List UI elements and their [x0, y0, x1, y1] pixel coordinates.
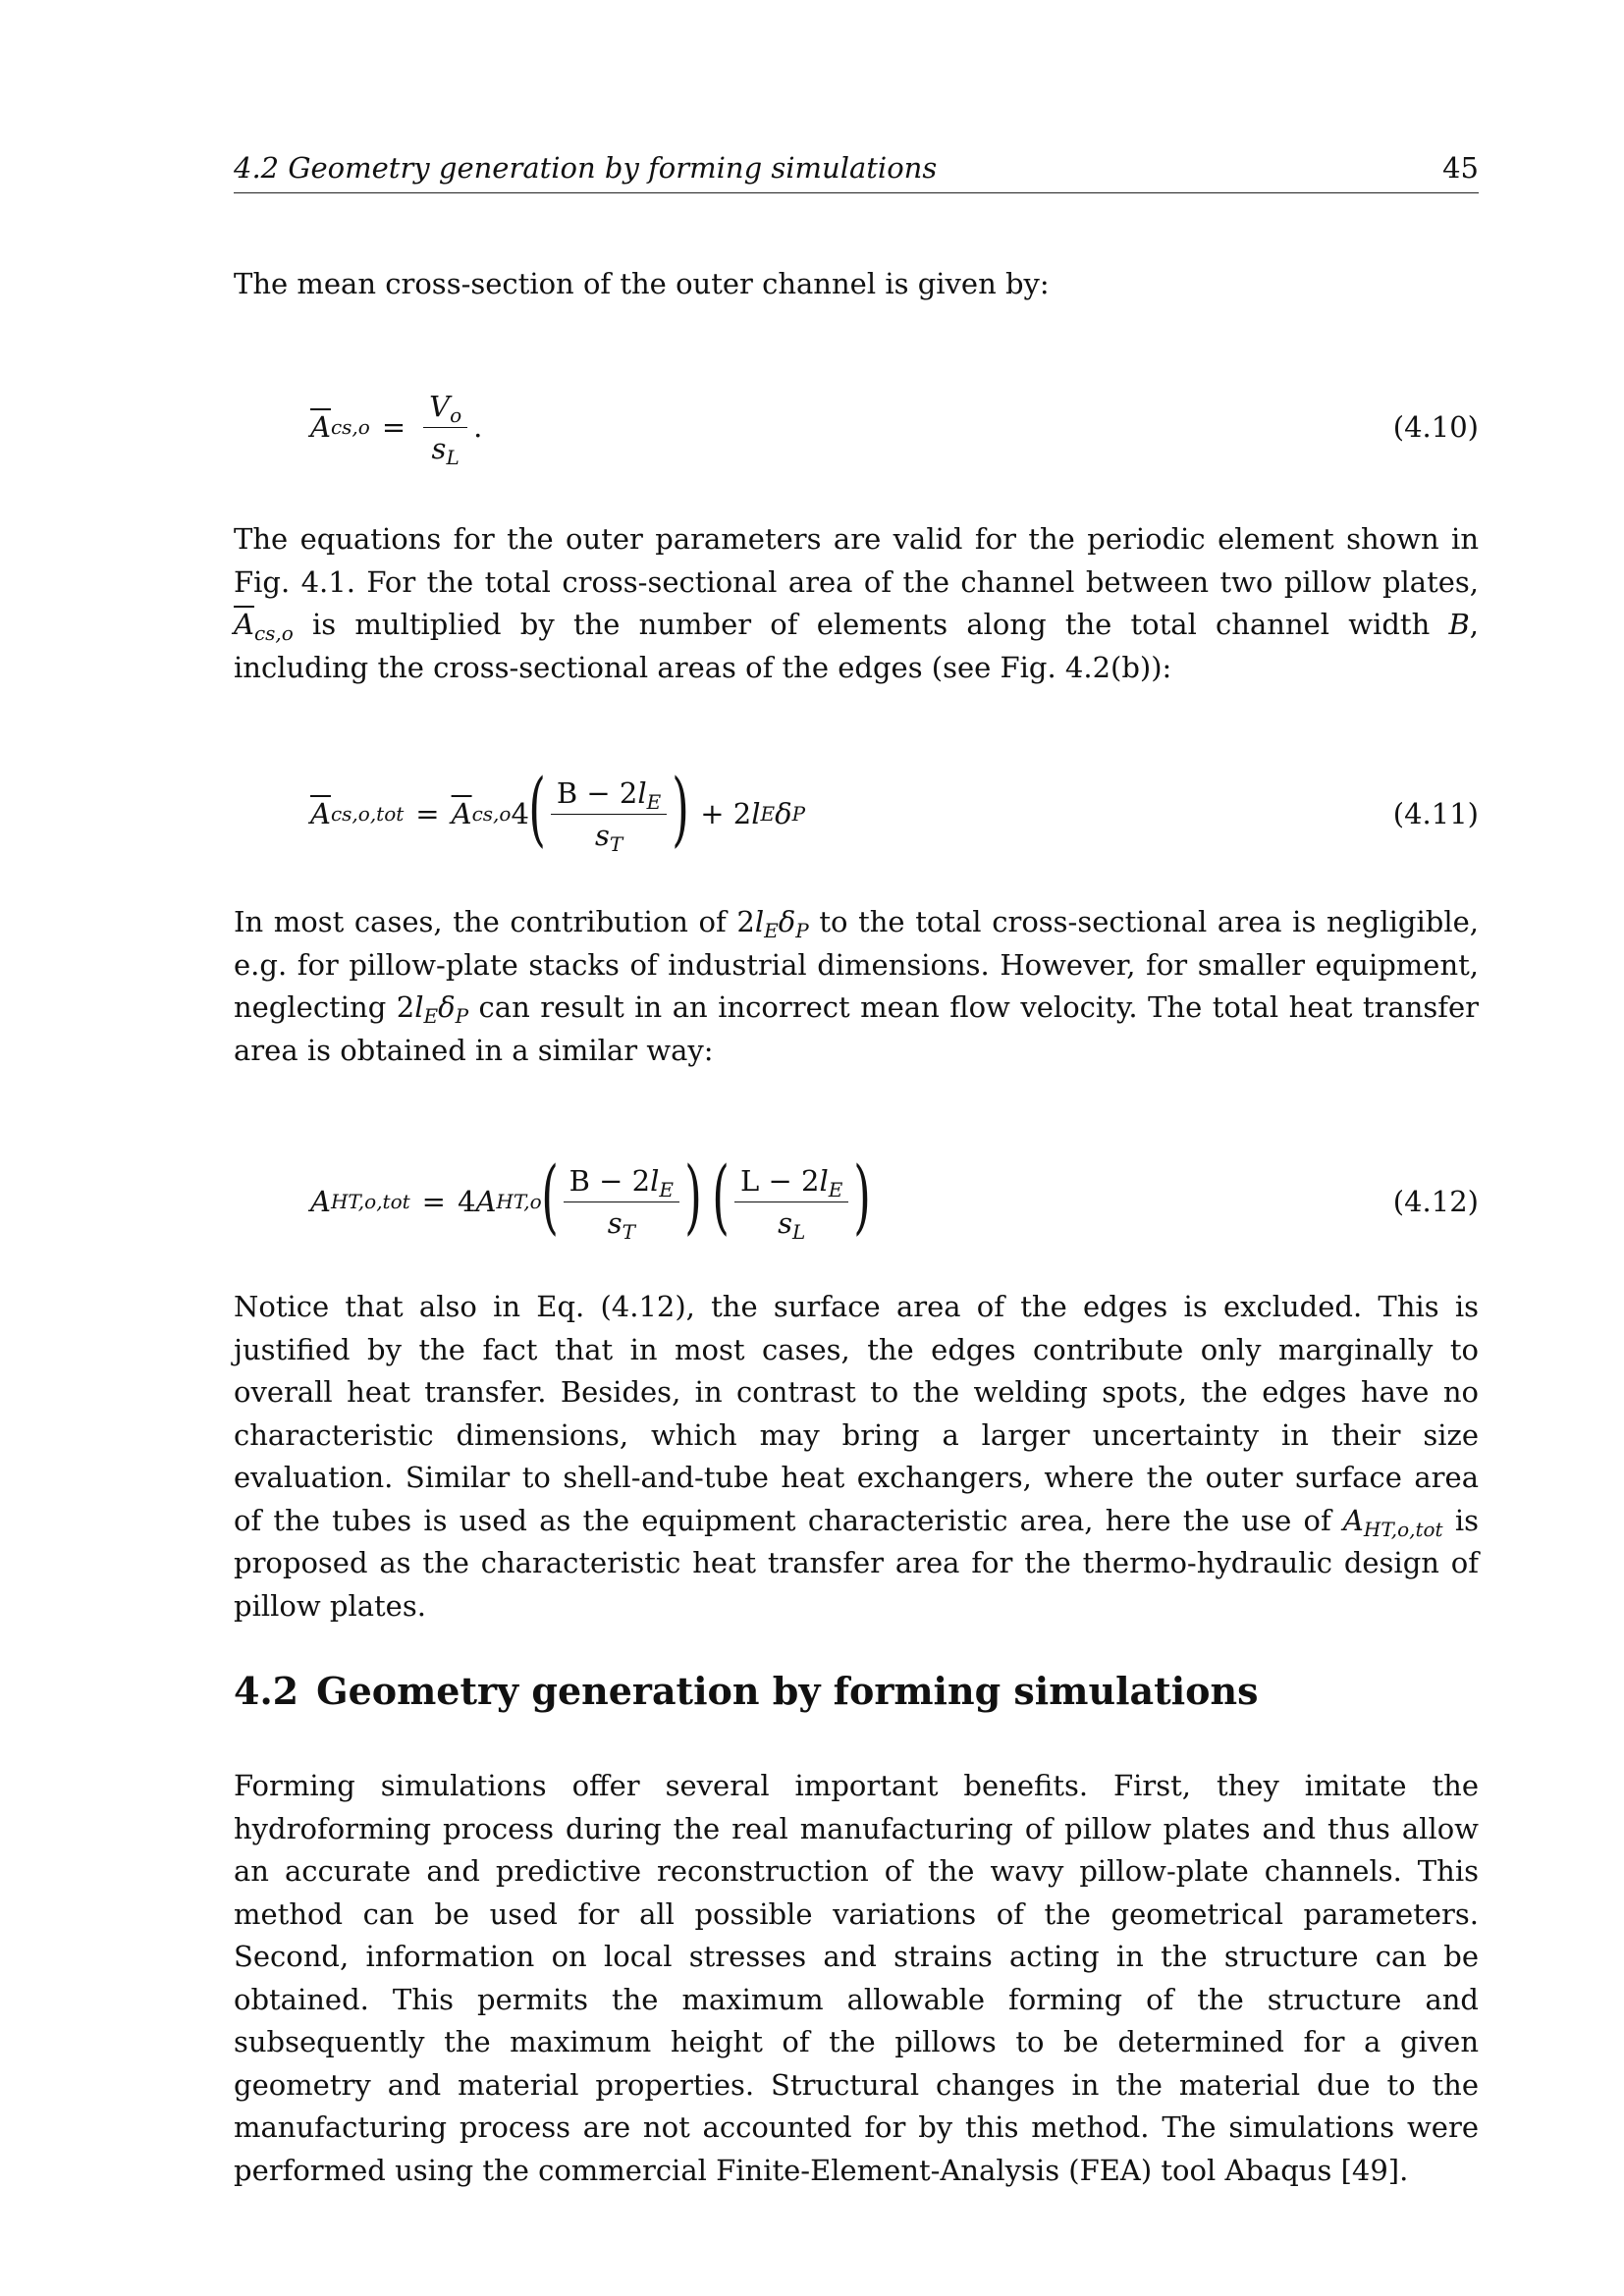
math-symbol: l [414, 990, 424, 1024]
eq-subscript: E [659, 1177, 675, 1201]
eq-equals: = [415, 797, 440, 830]
equation-body: $\overline{A}$ cs,o,tot = $\overline{A}$ cs,o 4 ( $\frac{B - 2l_E}{s_T}$ ) + 2 l E δ P [310, 763, 806, 856]
eq-denominator: s [778, 1205, 792, 1240]
eq-left-paren: ( [540, 1150, 559, 1244]
eq-equals: = [381, 410, 406, 444]
text-run: to the total cross-sectional area is negligible, e.g. for pillow-plate stacks of industrial dimensions. However, for smaller equipment, neglecting 2 [234, 905, 1479, 1024]
eq-symbol: $\overline{A}$ [310, 410, 331, 444]
eq-right-paren: ) [672, 763, 690, 856]
eq-coefficient: 4 [511, 797, 529, 830]
eq-fraction [423, 389, 467, 469]
equation-4-10 [234, 381, 1479, 473]
eq-symbol: $\overline{A}$ [310, 797, 331, 830]
eq-numerator: B − 2 [556, 775, 638, 810]
running-title: 4.2 Geometry generation by forming simulations [234, 151, 938, 185]
text-run: The equations for the outer parameters are valid for the periodic element shown in Fig. 4.1. For the total cross-sectional area of the channel between two pillow plates, [234, 522, 1479, 599]
math-subscript: P [455, 1004, 469, 1028]
math-subscript: HT,o,tot [1363, 1517, 1443, 1541]
eq-plus-term: + 2 [700, 797, 752, 830]
eq-denominator: s [594, 818, 610, 852]
eq-subscript: L [446, 445, 460, 469]
page [234, 0, 1479, 2296]
text-run: can result in an incorrect mean flow velocity. The total heat transfer area is obtained in a similar way: [234, 990, 1480, 1067]
math-symbol: B [1448, 608, 1470, 641]
text-run: , including the cross-sectional areas of the edges (see Fig. 4.2(b)): [234, 608, 1479, 684]
running-header [234, 149, 1479, 193]
eq-subscript: T [622, 1219, 635, 1244]
eq-subscript: E [646, 789, 662, 814]
math-symbol: A [1342, 1503, 1364, 1537]
eq-equals: = [421, 1185, 446, 1218]
eq-numerator: B − 2 [568, 1163, 651, 1198]
eq-left-paren: ( [712, 1150, 730, 1244]
eq-numerator: L − 2 [740, 1163, 820, 1198]
eq-subscript: L [792, 1219, 806, 1244]
eq-subscript: o [450, 402, 462, 427]
equation-4-11 [234, 756, 1479, 872]
paragraph-contribution [234, 901, 1479, 1072]
equation-body: $\overline{A}$ cs,o = $\frac{V_o}{s_L}$ . [310, 389, 483, 469]
eq-denominator: s [431, 431, 447, 465]
page-number: 45 [1442, 151, 1479, 185]
paragraph-notice [234, 1286, 1479, 1628]
eq-fraction [551, 775, 667, 856]
math-symbol: δ [778, 905, 796, 938]
equation-number: (4.12) [1392, 1185, 1479, 1218]
eq-fraction [734, 1163, 848, 1244]
eq-symbol: δ [775, 797, 792, 830]
eq-left-paren: ( [528, 763, 546, 856]
eq-subscript: T [609, 831, 623, 856]
equation-number: (4.11) [1392, 797, 1479, 830]
eq-symbol: l [751, 797, 761, 830]
eq-numerator: V [429, 389, 451, 423]
math-subscript: P [795, 919, 809, 942]
eq-right-paren: ) [853, 1150, 872, 1244]
eq-symbol: A [475, 1185, 497, 1218]
math-symbol: l [754, 905, 765, 938]
math-symbol: $\overline{A}$ [234, 608, 254, 641]
paragraph-outer-parameters [234, 518, 1479, 689]
text-run: is proposed as the characteristic heat transfer area for the thermo-hydraulic design of pillow plates. [234, 1503, 1479, 1623]
math-subscript: cs,o [253, 621, 294, 645]
equation-number: (4.10) [1392, 410, 1479, 444]
eq-period: . [473, 410, 483, 444]
eq-symbol: A [310, 1185, 331, 1218]
text-run: In most cases, the contribution of 2 [234, 905, 755, 938]
paragraph-forming-simulations: Forming simulations offer several important benefits. First, they imitate the hydroforming process during the real manufacturing of pillow plates and thus allow an accurate and predictive reconstruction of the wavy pillow-plate channels. This method can be used for all possible variations of the geometrical parameters. Second, information on local stresses and strains acting in the structure can be obtained. This permits the maximum allowable forming of the structure and subsequently the maximum height of the pillows to be determined for a given geometry and material properties. Structural changes in the material due to the manufacturing process are not accounted for by this method. The simulations were performed using the commercial Finite-Element-Analysis (FEA) tool Abaqus [49]. [234, 1769, 1479, 2187]
eq-coefficient: 4 [457, 1185, 476, 1218]
eq-symbol: $\overline{A}$ [451, 797, 472, 830]
eq-symbol: l [650, 1163, 660, 1198]
eq-symbol: l [819, 1163, 829, 1198]
eq-symbol: l [637, 775, 647, 810]
equation-body: A HT,o,tot = 4 A HT,o ( $\frac{B - 2l_E}{s_T}$ ) ( $\frac{L - 2l_E}{s_L}$ ) [310, 1150, 872, 1244]
eq-right-paren: ) [684, 1150, 702, 1244]
text-run: Notice that also in Eq. (4.12), the surface area of the edges is excluded. This is justified by the fact that in most cases, the edges contribute only marginally to overall heat transfer. Besides, in contrast to the welding spots, the edges have no characteristic dimensions, which may bring a larger uncertainty in their size evaluation. Similar to shell-and-tube heat exchangers, where the outer surface area of the tubes is used as the equipment characteristic area, here the use of [234, 1290, 1479, 1537]
eq-fraction [564, 1163, 679, 1244]
math-subscript: E [423, 1004, 439, 1028]
text-run: is multiplied by the number of elements along the total channel width [293, 608, 1449, 641]
section-title: Geometry generation by forming simulations [316, 1669, 1259, 1713]
section-number: 4.2 [234, 1669, 299, 1713]
equation-4-12 [234, 1144, 1479, 1259]
eq-subscript: E [828, 1177, 843, 1201]
eq-denominator: s [607, 1205, 623, 1240]
math-subscript: E [764, 919, 779, 942]
section-heading [234, 1669, 1479, 1713]
math-symbol: δ [438, 990, 456, 1024]
paragraph-intro: The mean cross-section of the outer channel is given by: [234, 267, 1050, 300]
